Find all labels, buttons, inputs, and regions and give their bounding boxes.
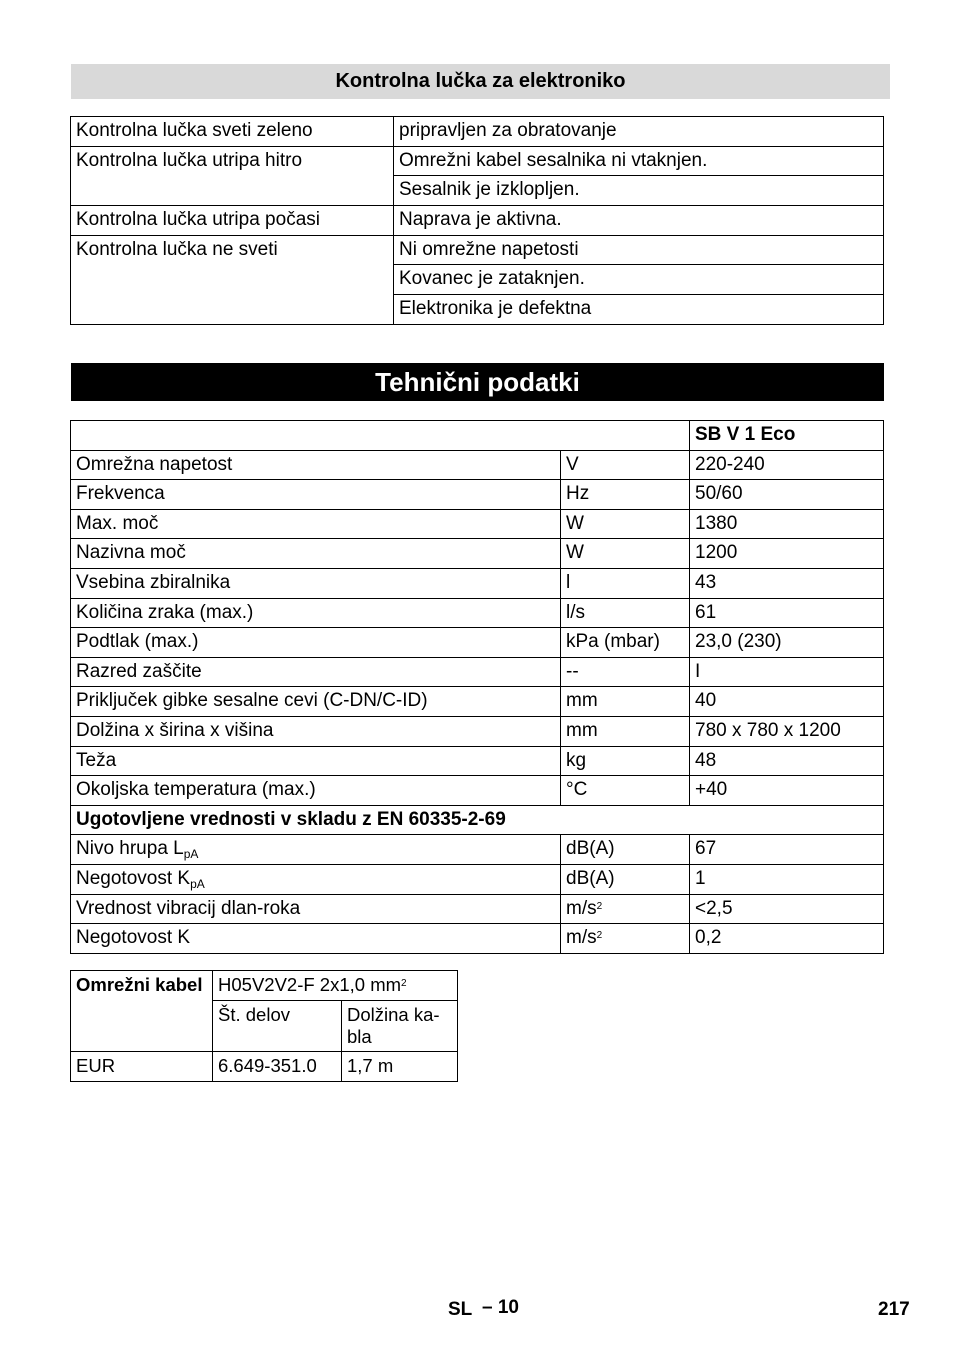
spec-label: Teža (71, 746, 561, 776)
table-row (71, 421, 884, 451)
spec-value: 61 (690, 598, 884, 628)
cable-type (213, 971, 458, 1001)
table-row (71, 805, 884, 835)
cable-label: Omrežni kabel (71, 971, 213, 1052)
spec-label: Razred zaščite (71, 657, 561, 687)
table-row (71, 894, 884, 924)
tech-data-table (70, 420, 884, 954)
spec-label: Podtlak (max.) (71, 628, 561, 658)
spec-value: 0,2 (690, 924, 884, 954)
spec-value: <2,5 (690, 894, 884, 924)
table-row (71, 835, 884, 865)
spec-unit: °C (561, 776, 690, 806)
table-row (71, 450, 884, 480)
spec-unit: Hz (561, 480, 690, 510)
table-row (71, 716, 884, 746)
spec-unit: dB(A) (561, 864, 690, 894)
spec-value: 23,0 (230) (690, 628, 884, 658)
spec-value: 1200 (690, 539, 884, 569)
lamp-status-table (70, 116, 884, 325)
lamp-meaning: Naprava je aktivna. (394, 206, 884, 236)
spec-unit: W (561, 539, 690, 569)
spec-label: Vrednost vibracij dlan-roka (71, 894, 561, 924)
footer-section-number: – 10 (482, 1297, 519, 1318)
spec-value: 220-240 (690, 450, 884, 480)
spec-label: Okoljska temperatura (max.) (71, 776, 561, 806)
spec-unit (561, 924, 690, 954)
table-row (71, 480, 884, 510)
lamp-meaning: Omrežni kabel sesalnika ni vtaknjen. (394, 146, 884, 176)
noise-uncert-label: Negotovost K (76, 867, 191, 889)
cable-part-no: 6.649-351.0 (213, 1052, 342, 1082)
spec-value: 67 (690, 835, 884, 865)
noise-label: Nivo hrupa L (76, 838, 184, 860)
spec-value: 780 x 780 x 1200 (690, 716, 884, 746)
spec-value: 43 (690, 568, 884, 598)
col-parts: Št. delov (213, 1001, 342, 1052)
spec-value: 40 (690, 687, 884, 717)
page-number: 217 (878, 1299, 910, 1320)
lamp-meaning: Sesalnik je izklopljen. (394, 176, 884, 206)
spec-label: Max. moč (71, 509, 561, 539)
cable-length: 1,7 m (342, 1052, 458, 1082)
vibration-uncert-unit: m/s (566, 927, 597, 949)
spec-label: Nazivna moč (71, 539, 561, 569)
lamp-state: Kontrolna lučka utripa počasi (71, 206, 394, 236)
table-row (71, 746, 884, 776)
table-row (71, 687, 884, 717)
spec-unit: kPa (mbar) (561, 628, 690, 658)
col-length-line1: Dolžina ka- (347, 1004, 440, 1025)
model-name: SB V 1 Eco (690, 421, 884, 451)
spec-unit: dB(A) (561, 835, 690, 865)
col-length-line2: bla (347, 1026, 372, 1047)
spec-label: Frekvenca (71, 480, 561, 510)
vibration-uncert-sup: 2 (596, 930, 603, 942)
cable-type-sup: 2 (401, 978, 407, 989)
table-row (71, 924, 884, 954)
spec-unit: mm (561, 716, 690, 746)
spec-unit: W (561, 509, 690, 539)
table-row (71, 539, 884, 569)
tech-title: Tehnični podatki (71, 363, 884, 401)
header-empty (71, 421, 690, 451)
spec-unit (561, 894, 690, 924)
spec-unit: mm (561, 687, 690, 717)
spec-label (71, 864, 561, 894)
table-row (71, 628, 884, 658)
lamp-state: Kontrolna lučka ne sveti (71, 235, 394, 324)
vibration-unit: m/s (566, 897, 597, 919)
spec-label: Vsebina zbiralnika (71, 568, 561, 598)
table-row (71, 776, 884, 806)
spec-unit: kg (561, 746, 690, 776)
table-row (71, 864, 884, 894)
spec-label: Omrežna napetost (71, 450, 561, 480)
lamp-state: Kontrolna lučka utripa hitro (71, 146, 394, 205)
table-row (71, 117, 884, 147)
spec-unit: -- (561, 657, 690, 687)
table-row (71, 146, 884, 176)
cable-region: EUR (71, 1052, 213, 1082)
table-row (71, 235, 884, 265)
spec-value: I (690, 657, 884, 687)
spec-value: 50/60 (690, 480, 884, 510)
spec-label: Dolžina x širina x višina (71, 716, 561, 746)
spec-unit: l (561, 568, 690, 598)
col-length (342, 1001, 458, 1052)
cable-type-text: H05V2V2-F 2x1,0 mm (218, 974, 402, 995)
lamp-section-heading: Kontrolna lučka za elektroniko (71, 64, 890, 99)
spec-value: 48 (690, 746, 884, 776)
spec-unit: V (561, 450, 690, 480)
spec-value: +40 (690, 776, 884, 806)
table-row (71, 206, 884, 236)
lamp-meaning: pripravljen za obratovanje (394, 117, 884, 147)
lamp-state: Kontrolna lučka sveti zeleno (71, 117, 394, 147)
lamp-meaning: Elektronika je defektna (394, 295, 884, 325)
spec-label (71, 835, 561, 865)
measured-heading: Ugotovljene vrednosti v skladu z EN 60335-2-69 (71, 805, 884, 835)
vibration-sup: 2 (596, 900, 603, 912)
noise-uncert-sub: pA (190, 876, 205, 891)
table-row (71, 1052, 458, 1082)
table-row (71, 568, 884, 598)
spec-label: Negotovost K (71, 924, 561, 954)
spec-label: Količina zraka (max.) (71, 598, 561, 628)
table-row (71, 657, 884, 687)
lamp-meaning: Kovanec je zataknjen. (394, 265, 884, 295)
spec-label: Priključek gibke sesalne cevi (C-DN/C-ID) (71, 687, 561, 717)
table-row (71, 971, 458, 1001)
table-row (71, 509, 884, 539)
spec-value: 1380 (690, 509, 884, 539)
table-row (71, 598, 884, 628)
cable-table (70, 970, 458, 1082)
lamp-meaning: Ni omrežne napetosti (394, 235, 884, 265)
spec-value: 1 (690, 864, 884, 894)
noise-sub: pA (183, 847, 199, 862)
spec-unit: l/s (561, 598, 690, 628)
footer-lang: SL (448, 1299, 473, 1320)
